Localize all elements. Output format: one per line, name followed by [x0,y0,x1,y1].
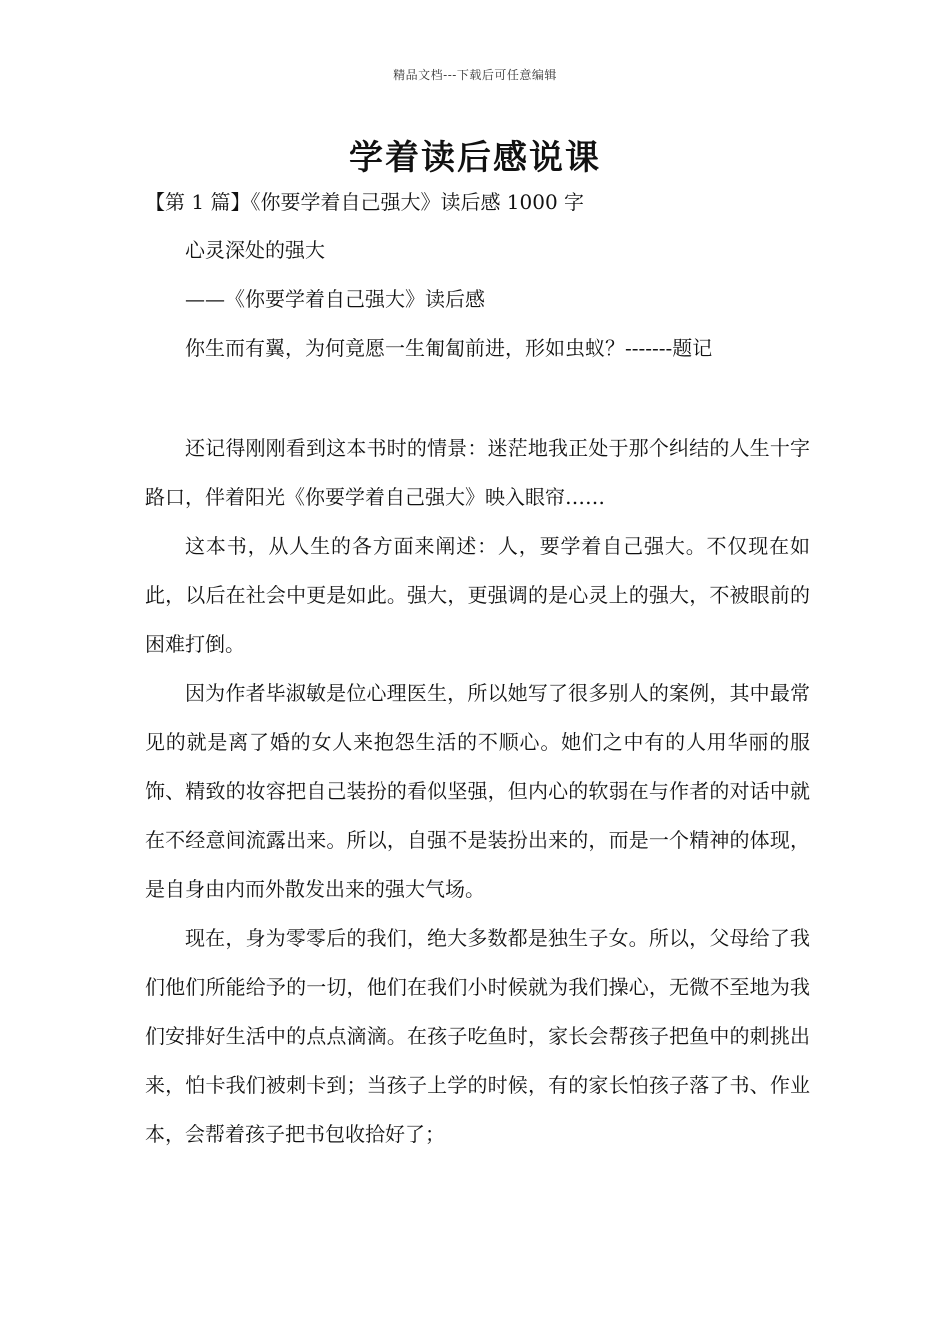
subtitle-reference: ——《你要学着自己强大》读后感 [185,287,485,311]
body-text [145,424,810,1159]
intro-block [145,226,810,373]
subtitle: 心灵深处的强大 [185,238,325,262]
epigraph: 你生而有翼，为何竟愿一生匍匐前进，形如虫蚁？-------题记 [185,336,713,360]
document-title: 学着读后感说课 [349,138,601,178]
paragraph: 还记得刚刚看到这本书时的情景：迷茫地我正处于那个纠结的人生十字路口，伴着阳光《你要学着自己强大》映入眼帘…… [145,436,810,509]
section-heading: 【第 1 篇】《你要学着自己强大》读后感 1000 字 [145,190,585,214]
paragraph: 因为作者毕淑敏是位心理医生，所以她写了很多别人的案例，其中最常见的就是离了婚的女人来抱怨生活的不顺心。她们之中有的人用华丽的服饰、精致的妆容把自己装扮的看似坚强，但内心的软弱在与作者的对话中就在不经意间流露出来。所以，自强不是装扮出来的，而是一个精神的体现，是自身由内而外散发出来的强大气场。 [145,681,810,901]
header-note: 精品文档---下载后可任意编辑 [393,68,557,82]
paragraph: 这本书，从人生的各方面来阐述：人，要学着自己强大。不仅现在如此，以后在社会中更是如此。强大，更强调的是心灵上的强大，不被眼前的困难打倒。 [145,534,810,656]
paragraph: 现在，身为零零后的我们，绝大多数都是独生子女。所以，父母给了我们他们所能给予的一切，他们在我们小时候就为我们操心，无微不至地为我们安排好生活中的点点滴滴。在孩子吃鱼时，家长会帮孩子把鱼中的刺挑出来，怕卡我们被刺卡到；当孩子上学的时候，有的家长怕孩子落了书、作业本，会帮着孩子把书包收拾好了； [145,926,810,1146]
